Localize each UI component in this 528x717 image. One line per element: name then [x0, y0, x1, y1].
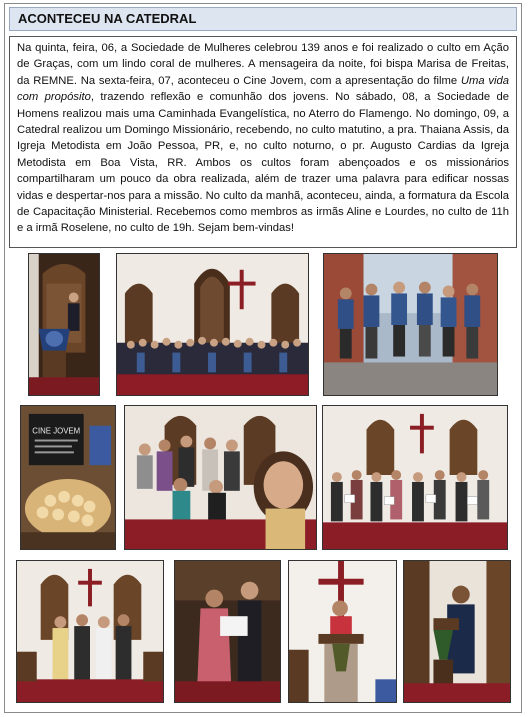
photo-missionary-preacher-man — [403, 560, 511, 703]
photo-cine-jovem-group — [124, 405, 317, 550]
section-header — [9, 7, 517, 31]
article-text-part2: , trazendo reflexão e comunhão dos jovens. No sábado, 08, a Sociedade de Homens realizou mais uma Caminhada Evangelística, no Aterro do Flamengo. No domingo, 09, a Catedral realizou um Domingo Missionário, recebendo, no culto matutino, a pra. Thaiana Assis, da Igreja Metodista em João Pessoa, PR, e, no culto noturno, o pr. Augusto Cardias da Igreja Metodista em Boa Vista, RR. Ambos os cultos foram abençoados e os missionários compartilharam um pouco da obra realizada, além de trazer uma palavra para edificar nossas vidas e despertar-nos para a missão. No culto da manhã, aconteceu, ainda, a formatura da Escola de Capacitação Ministerial. Recebemos como membros as irmãs Aline e Lourdes, no culto de 11h e a irmã Roselene, no culto de 19h. Sejam bem-vindas! — [17, 91, 509, 235]
photo-cine-jovem-popcorn — [20, 405, 116, 550]
article-body — [9, 36, 517, 248]
photo-speaker-pulpit — [28, 253, 100, 396]
cine-board-text: CINE JOVEM — [32, 426, 81, 436]
photo-new-members-group — [16, 560, 164, 703]
photo-graduation-ceremony — [322, 405, 508, 550]
film-title: Uma vida com propósito — [17, 74, 509, 104]
article-text-part1: Na quinta, feira, 06, a Sociedade de Mulheres celebrou 139 anos e foi realizado o culto em Ação de Graças, com um lindo coral de mulheres. A mensageira da noite, foi bispa Marisa de Freitas, da REMNE. Na sexta-feira, 07, aconteceu o Cine Jovem, com a apresentação do filme — [17, 42, 509, 87]
photo-certificate-handover — [174, 560, 281, 703]
photo-missionary-preacher-woman — [288, 560, 397, 703]
photo-mens-walk — [323, 253, 498, 396]
section-title: ACONTECEU NA CATEDRAL — [18, 11, 197, 26]
photo-womens-choir — [116, 253, 309, 396]
